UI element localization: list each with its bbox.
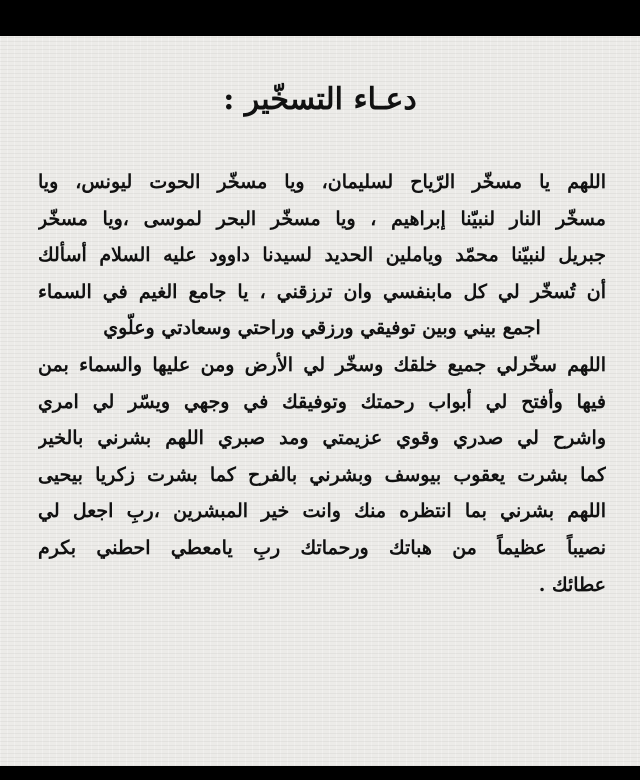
text-line: عطائك . — [538, 573, 606, 596]
text-line: واشرح لي صدري وقوي عزيمتي ومد صبري اللهم بشرني بالخير — [38, 427, 606, 450]
text-line: مسخّر النار لنبيّنا إبراهيم ، ويا مسخّر البحر لموسى ،ويا مسخّر — [38, 207, 606, 230]
text-line: نصيباً عظيماً من هباتك ورحماتك ربِ يامعطي احطني بكرم — [38, 536, 606, 559]
text-line: اللهم بشرني بما انتظره منك وانت خير المبشرين ،ربِ اجعل لي — [38, 500, 606, 523]
document-page — [0, 36, 640, 766]
text-line: جبريل لنبيّنا محمّد وياملين الحديد لسيدنا داوود عليه السلام أسألك — [38, 244, 606, 267]
text-line: كما بشرت يعقوب بيوسف وبشرني بالفرح كما بشرت زكريا بيحيى — [38, 463, 606, 486]
text-line: أن تُسخّر لي كل مابنفسي وان ترزقني ، يا جامع الغيم في السماء — [38, 280, 606, 303]
prayer-title: دعـاء التسخّير : — [223, 82, 417, 117]
text-line: اللهم يا مسخّر الرّياح لسليمان، ويا مسخّر الحوت ليونس، ويا — [38, 171, 606, 193]
text-line: اجمع بيني وبين توفيقي ورزقي وراحتي وسعادتي وعلّوي — [103, 317, 541, 340]
prayer-text — [38, 164, 606, 603]
text-line: فيها وأفتح لي أبواب رحمتك وتوفيقك في وجهي ويسّر لي امري — [38, 390, 606, 413]
text-line: اللهم سخّرلي جميع خلقك وسخّر لي الأرض ومن عليها والسماء بمن — [38, 353, 606, 376]
